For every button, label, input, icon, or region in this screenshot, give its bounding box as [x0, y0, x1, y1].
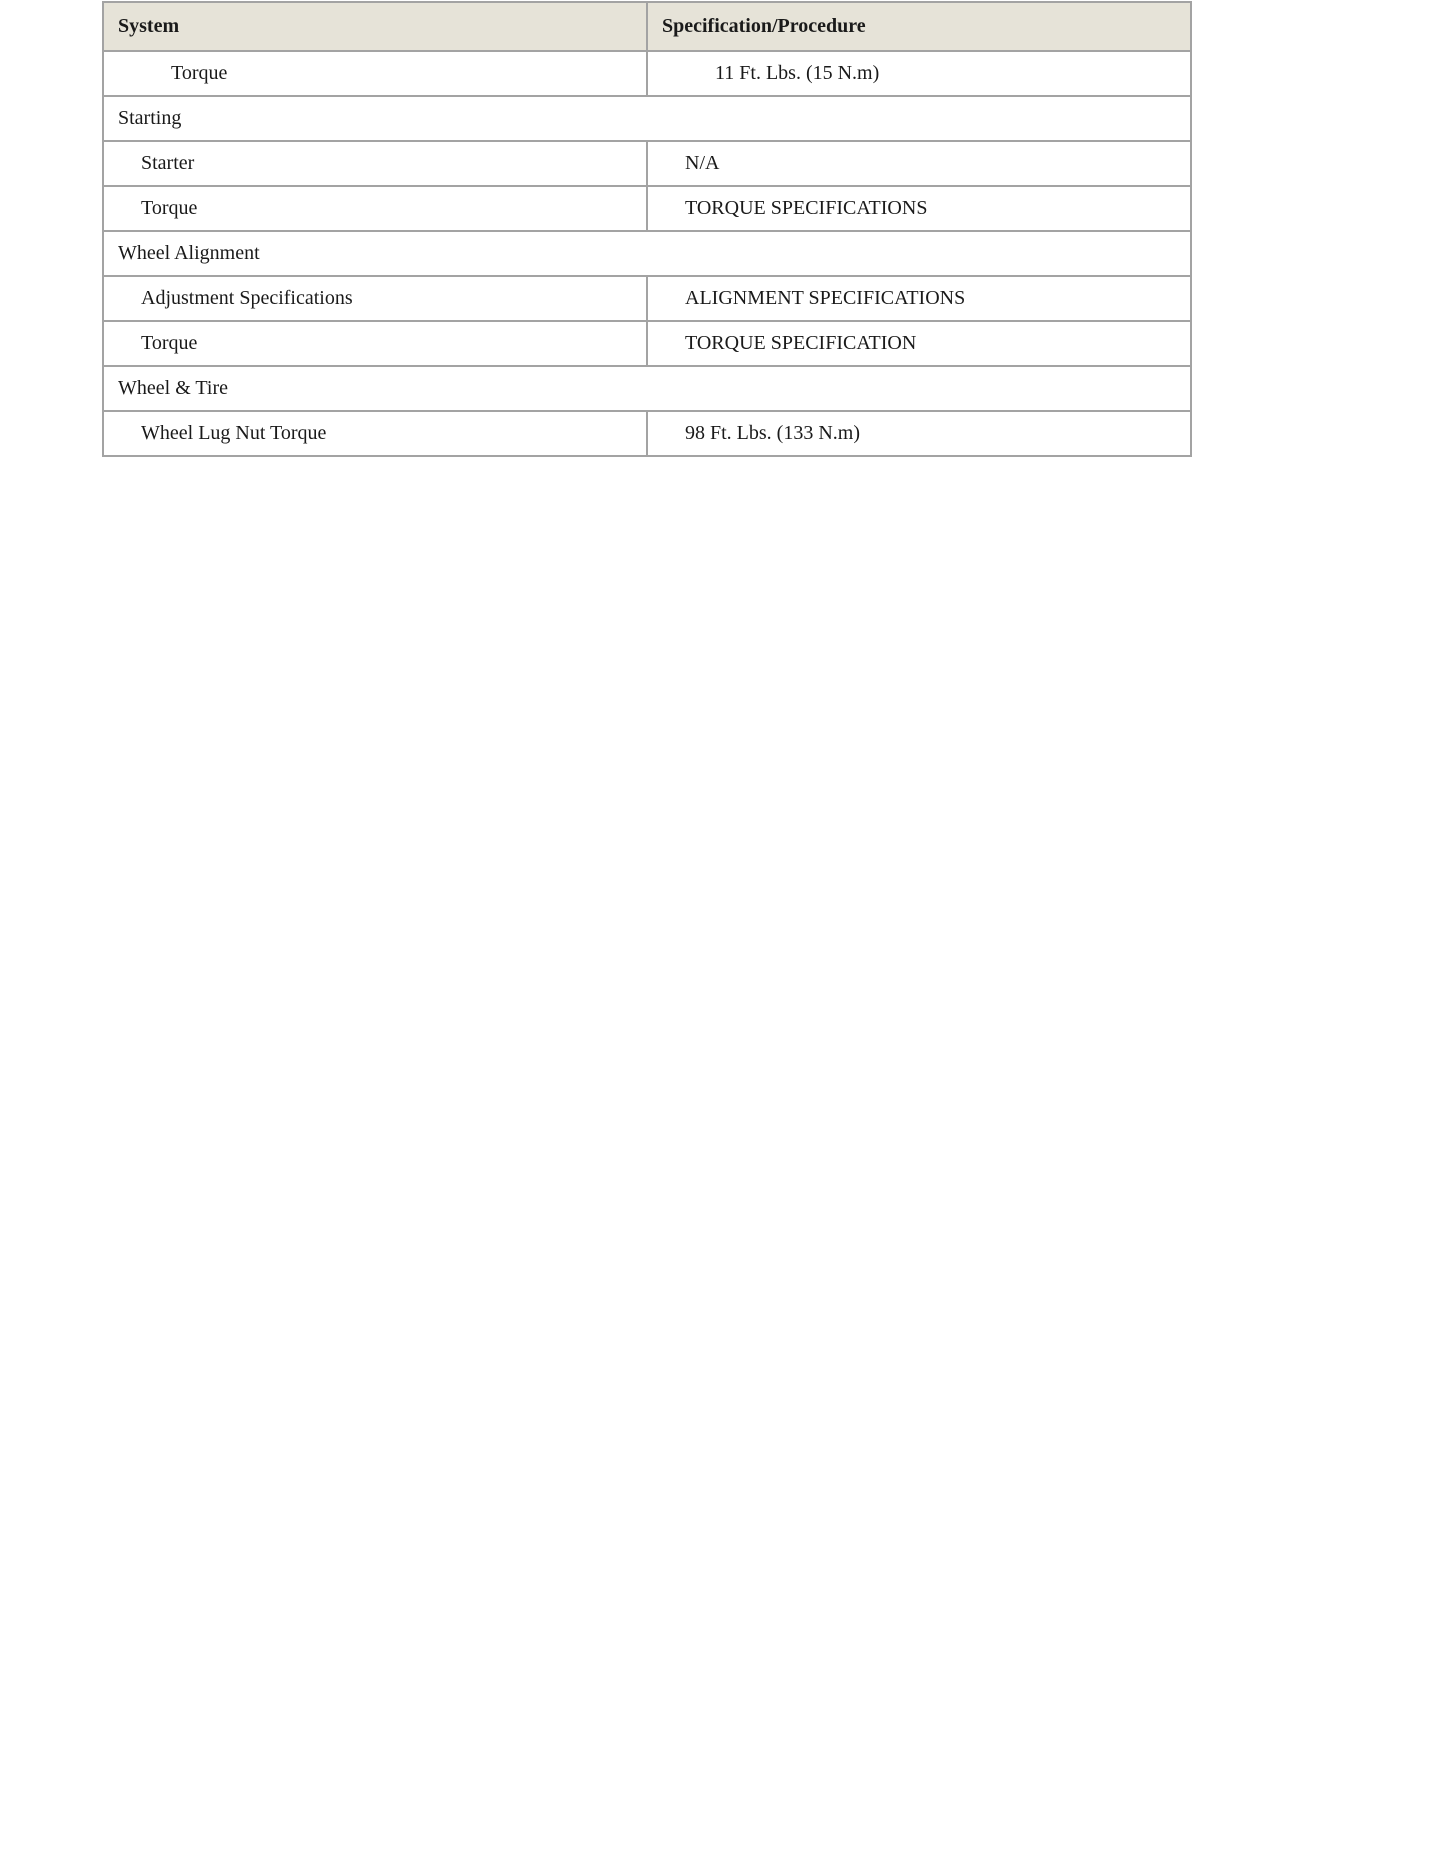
spec-cell: N/A — [647, 141, 1191, 186]
group-heading: Wheel Alignment — [103, 231, 1191, 276]
table-row — [103, 51, 1191, 96]
system-cell: Torque — [103, 321, 647, 366]
spec-cell: 11 Ft. Lbs. (15 N.m) — [647, 51, 1191, 96]
group-row — [103, 96, 1191, 141]
spec-cell: ALIGNMENT SPECIFICATIONS — [647, 276, 1191, 321]
table-row — [103, 141, 1191, 186]
table-row — [103, 186, 1191, 231]
header-system: System — [103, 2, 647, 51]
table-row — [103, 321, 1191, 366]
group-row — [103, 366, 1191, 411]
system-cell: Wheel Lug Nut Torque — [103, 411, 647, 456]
table-header-row — [103, 2, 1191, 51]
spec-cell: TORQUE SPECIFICATION — [647, 321, 1191, 366]
table-row — [103, 411, 1191, 456]
system-cell: Adjustment Specifications — [103, 276, 647, 321]
group-heading: Wheel & Tire — [103, 366, 1191, 411]
table-row — [103, 276, 1191, 321]
system-cell: Torque — [103, 51, 647, 96]
system-cell: Torque — [103, 186, 647, 231]
spec-cell: TORQUE SPECIFICATIONS — [647, 186, 1191, 231]
spec-table — [102, 1, 1192, 457]
header-specification: Specification/Procedure — [647, 2, 1191, 51]
group-row — [103, 231, 1191, 276]
system-cell: Starter — [103, 141, 647, 186]
group-heading: Starting — [103, 96, 1191, 141]
spec-cell: 98 Ft. Lbs. (133 N.m) — [647, 411, 1191, 456]
